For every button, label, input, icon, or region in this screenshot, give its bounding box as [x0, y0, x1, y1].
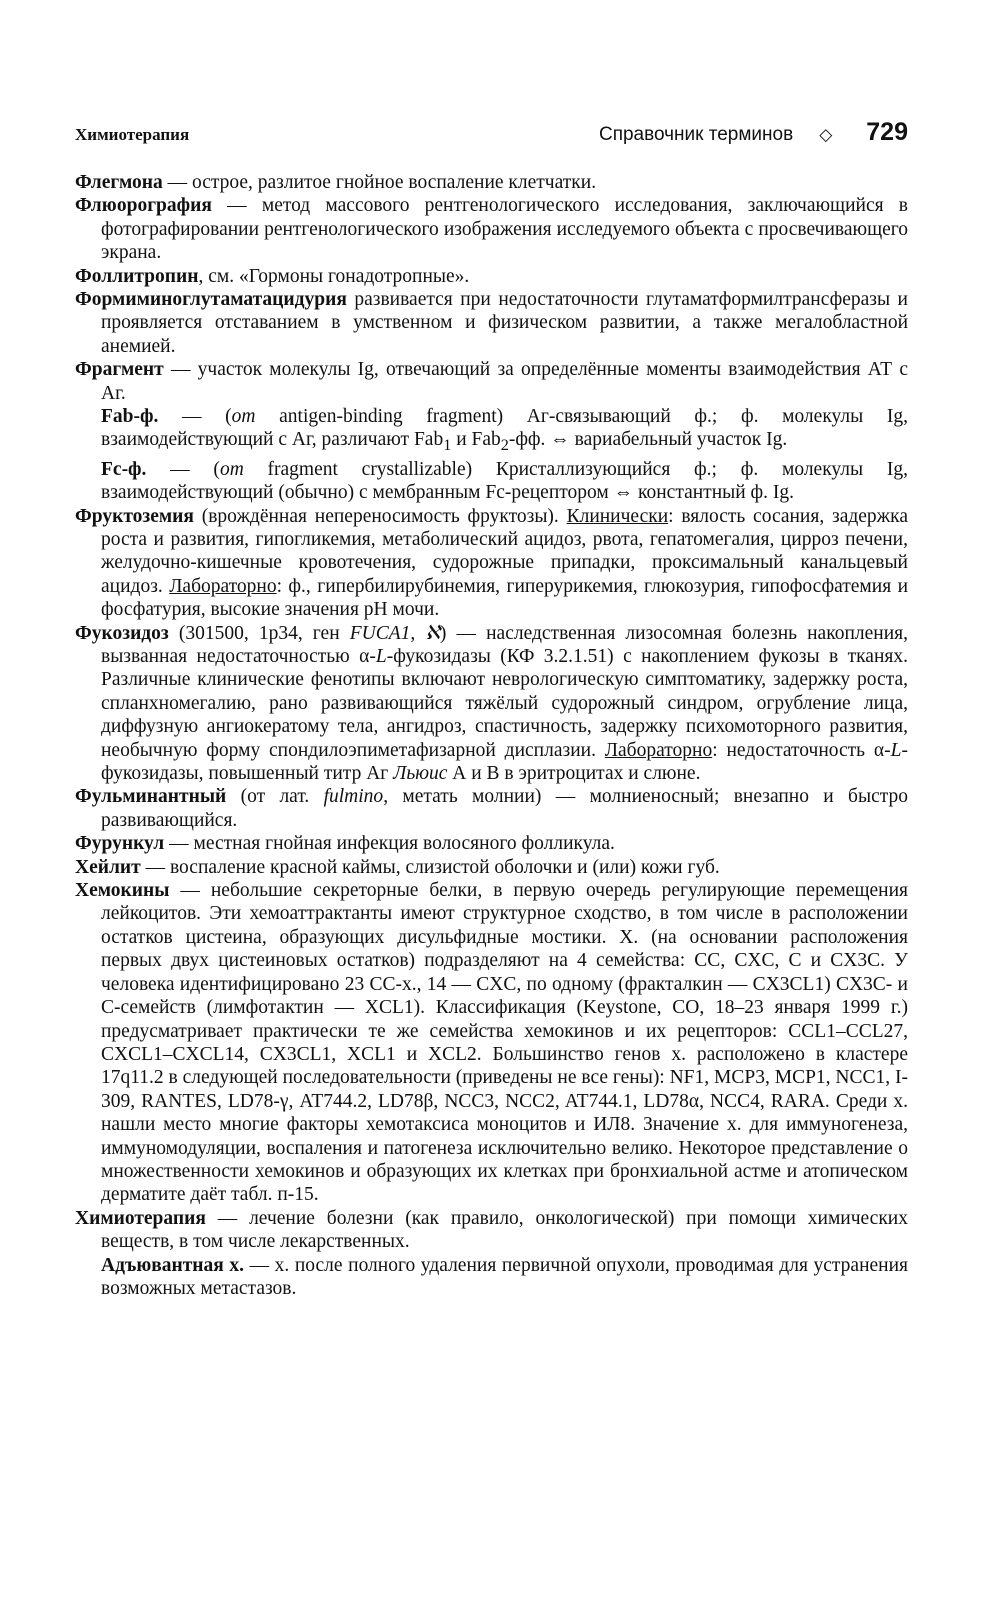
entry-fruktozemiya: [75, 505, 908, 622]
entry-furunkul: [75, 832, 908, 855]
entry-text: ) — наследственная лизосомная болезнь накопления, вызванная недостаточностью α-: [101, 622, 908, 668]
entry-formiminoglutamataciduriya: [75, 288, 908, 358]
entry-text-underlined: Клинически: [566, 505, 669, 527]
entry-text-italic: fulmino: [323, 786, 384, 808]
entry-text: (от лат.: [226, 786, 324, 808]
entry-text: развивается при недостаточности глутаматформилтрансферазы и проявляется отставанием в умственном и физическом развитии, а также мегалобластной анемией.: [101, 289, 908, 357]
entry-term: Хемокины: [75, 880, 170, 902]
entry-text: — х. после полного удаления первичной опухоли, проводимая для устранения возможных метастазов.: [101, 1254, 908, 1299]
entry-term: Адъювантная х.: [101, 1254, 245, 1276]
entry-text: -фукозидазы, повышенный титр Аг: [101, 739, 908, 785]
entry-text: -фукозидазы (КФ 3.2.1.51) с накоплением фукозы в тканях. Различные клинические фенотипы включают неврологическую симптоматику, задержку роста, спланхномегалию, рано развивающийся тяжёлый судорожный синдром, огрубление лица, диффузную ангиокератому тела, ангидроз, спастичность, задержку психомоторного развития, необычную форму спондилоэпиметафизарной дисплазии.: [101, 646, 908, 761]
entry-text: — воспаление красной каймы, слизистой оболочки и (или) кожи губ.: [140, 856, 720, 878]
entry-term: Фурункул: [75, 833, 165, 855]
entry-text: — (: [158, 406, 232, 428]
page-number: 729: [866, 118, 908, 146]
book-title: Справочник терминов: [598, 124, 794, 145]
entry-term: Fc-ф.: [101, 458, 147, 480]
entry-term: Фоллитропин: [75, 265, 199, 287]
entry-text: , метать молнии) — молниеносный; внезапно и быстро развивающийся.: [101, 786, 908, 831]
entry-text: — метод массового рентгенологического исследования, заключающийся в фотографировании рентгенологического изображения исследуемого объекта с просвечивающего экрана.: [101, 195, 908, 264]
entry-text-underlined: Лабораторно: [169, 575, 277, 597]
diamond-icon: ◇: [819, 125, 833, 144]
entry-himioterapiya: [75, 1207, 908, 1254]
entry-text-italic: FUCA1, ℵ: [349, 622, 440, 644]
entry-text-italic: L: [375, 646, 387, 668]
entry-text: : вялость сосания, задержка роста и развития, гипогликемия, метаболический ацидоз, рвота, гепатомегалия, цирроз печени, желудочно-кишечные кровотечения, судорожные припадки, проксимальный канальцевый ацидоз.: [101, 505, 908, 597]
entry-term: Фукозидоз: [75, 622, 169, 644]
entry-text: — острое, разлитое гнойное воспаление клетчатки.: [162, 172, 597, 193]
entry-text: — лечение болезни (как правило, онкологической) при помощи химических веществ, в том числе лекарственных.: [101, 1207, 908, 1253]
entry-text: А и В в эритроцитах и слюне.: [447, 763, 701, 785]
entry-term: Фруктоземия: [75, 505, 194, 527]
entry-term: Химиотерапия: [75, 1207, 206, 1229]
entry-follitropin: [75, 265, 908, 288]
subentry-fc: [75, 458, 908, 505]
entry-term: Фульминантный: [75, 786, 227, 808]
entry-text: fragment crystallizable) Кристаллизующийся ф.; ф. молекулы Ig, взаимодействующий (обычно) с мембранным Fc-рецептором ⇔ константный ф. Ig.: [101, 458, 908, 504]
entry-hemokiny: [75, 879, 908, 1207]
entry-text: — участок молекулы Ig, отвечающий за определённые моменты взаимодействия АТ с Аг.: [101, 359, 908, 404]
entry-term: Хейлит: [75, 856, 141, 878]
entry-text: : недостаточность α-: [712, 739, 891, 761]
entry-text: — небольшие секреторные белки, в первую очередь регулирующие перемещения лейкоцитов. Эти хемоаттрактанты имеют структурное сходство, в том числе в расположении остатков цистеина, образующих дисульфидные мостики. Х. (на основании расположения первых двух цистеиновых остатков) подразделяют на 4 семейства: CC, CXC, C и CX3C. У человека идентифицировано 23 CC-х., 14 — CXC, по одному (фракталкин — CX3CL1) CX3C- и C-семейств (лимфотактин — XCL1). Классификация (Keystone, CO, 18–23 января 1999 г.) предусматривает практически те же семейства хемокинов и их рецепторов: CCL1–CCL27, CXCL1–CXCL14, CX3CL1, XCL1 и XCL2. Большинство генов х. расположено в кластере 17q11.2 в следующей последовательности (приведены не все гены): NF1, MCP3, MCP1, NCC1, I-309, RANTES, LD78-γ, AT744.2, LD78β, NCC3, NCC2, AT744.1, LD78α, NCC4, RARA. Среди х. нашли место многие факторы хемотаксиса моноцитов и ИЛ8. Значение х. для иммуногенеза, иммуномодуляции, воспаления и патогенеза исключительно велико. Некоторое представление о множественности хемокинов и образующих их клетках при бронхиальной астме и атопическом дерматите даёт табл. п-15.: [101, 880, 908, 1206]
entry-heylit: [75, 856, 908, 879]
entry-term: Fab-ф.: [101, 406, 159, 428]
entry-text: , см. «Гормоны гонадотропные».: [198, 265, 470, 287]
entry-fluorografiya: [75, 194, 908, 264]
entries-body: [75, 171, 908, 1300]
subentry-fab: [75, 405, 908, 458]
entry-text: и Fab: [451, 429, 501, 451]
entry-term: Флюорография: [75, 195, 212, 217]
subscript: 1: [443, 436, 452, 455]
entry-text: — местная гнойная инфекция волосяного фолликула.: [164, 833, 615, 855]
entry-text: (301500, 1р34, ген: [168, 622, 350, 644]
entry-fukozidoz: [75, 622, 908, 786]
entry-flegmona: [75, 171, 908, 194]
running-head-term: Химиотерапия: [75, 125, 190, 144]
entry-text-italic: от: [219, 458, 244, 480]
entry-text: antigen-binding fragment) Аг-связывающий ф.; ф. молекулы Ig, взаимодействующий с Аг, различают Fab: [101, 406, 908, 451]
entry-term: Фрагмент: [75, 359, 164, 381]
subscript: 2: [500, 436, 509, 455]
entry-fragment: [75, 358, 908, 405]
entry-text: — (: [146, 458, 220, 480]
header-right: [599, 118, 908, 147]
entry-term: Флегмона: [75, 172, 163, 193]
entry-text-italic: L: [890, 739, 902, 761]
entry-text-underlined: Лабораторно: [604, 739, 713, 761]
entry-term: Формиминоглутаматацидурия: [75, 289, 347, 311]
entry-text: -фф. ⇔ вариабельный участок Ig.: [508, 429, 788, 451]
entry-text: : ф., гипербилирубинемия, гиперурикемия, глюкозурия, гипофосфатемия и фосфатурия, высокие значения pH мочи.: [101, 575, 908, 621]
page-header: [75, 118, 908, 152]
subentry-adyuvantnaya: [75, 1254, 908, 1301]
entry-text-italic: от: [231, 406, 256, 428]
entry-fulminantnyy: [75, 785, 908, 832]
entry-text-italic: Льюис: [393, 763, 448, 785]
entry-text: (врождённая непереносимость фруктозы).: [193, 505, 567, 527]
